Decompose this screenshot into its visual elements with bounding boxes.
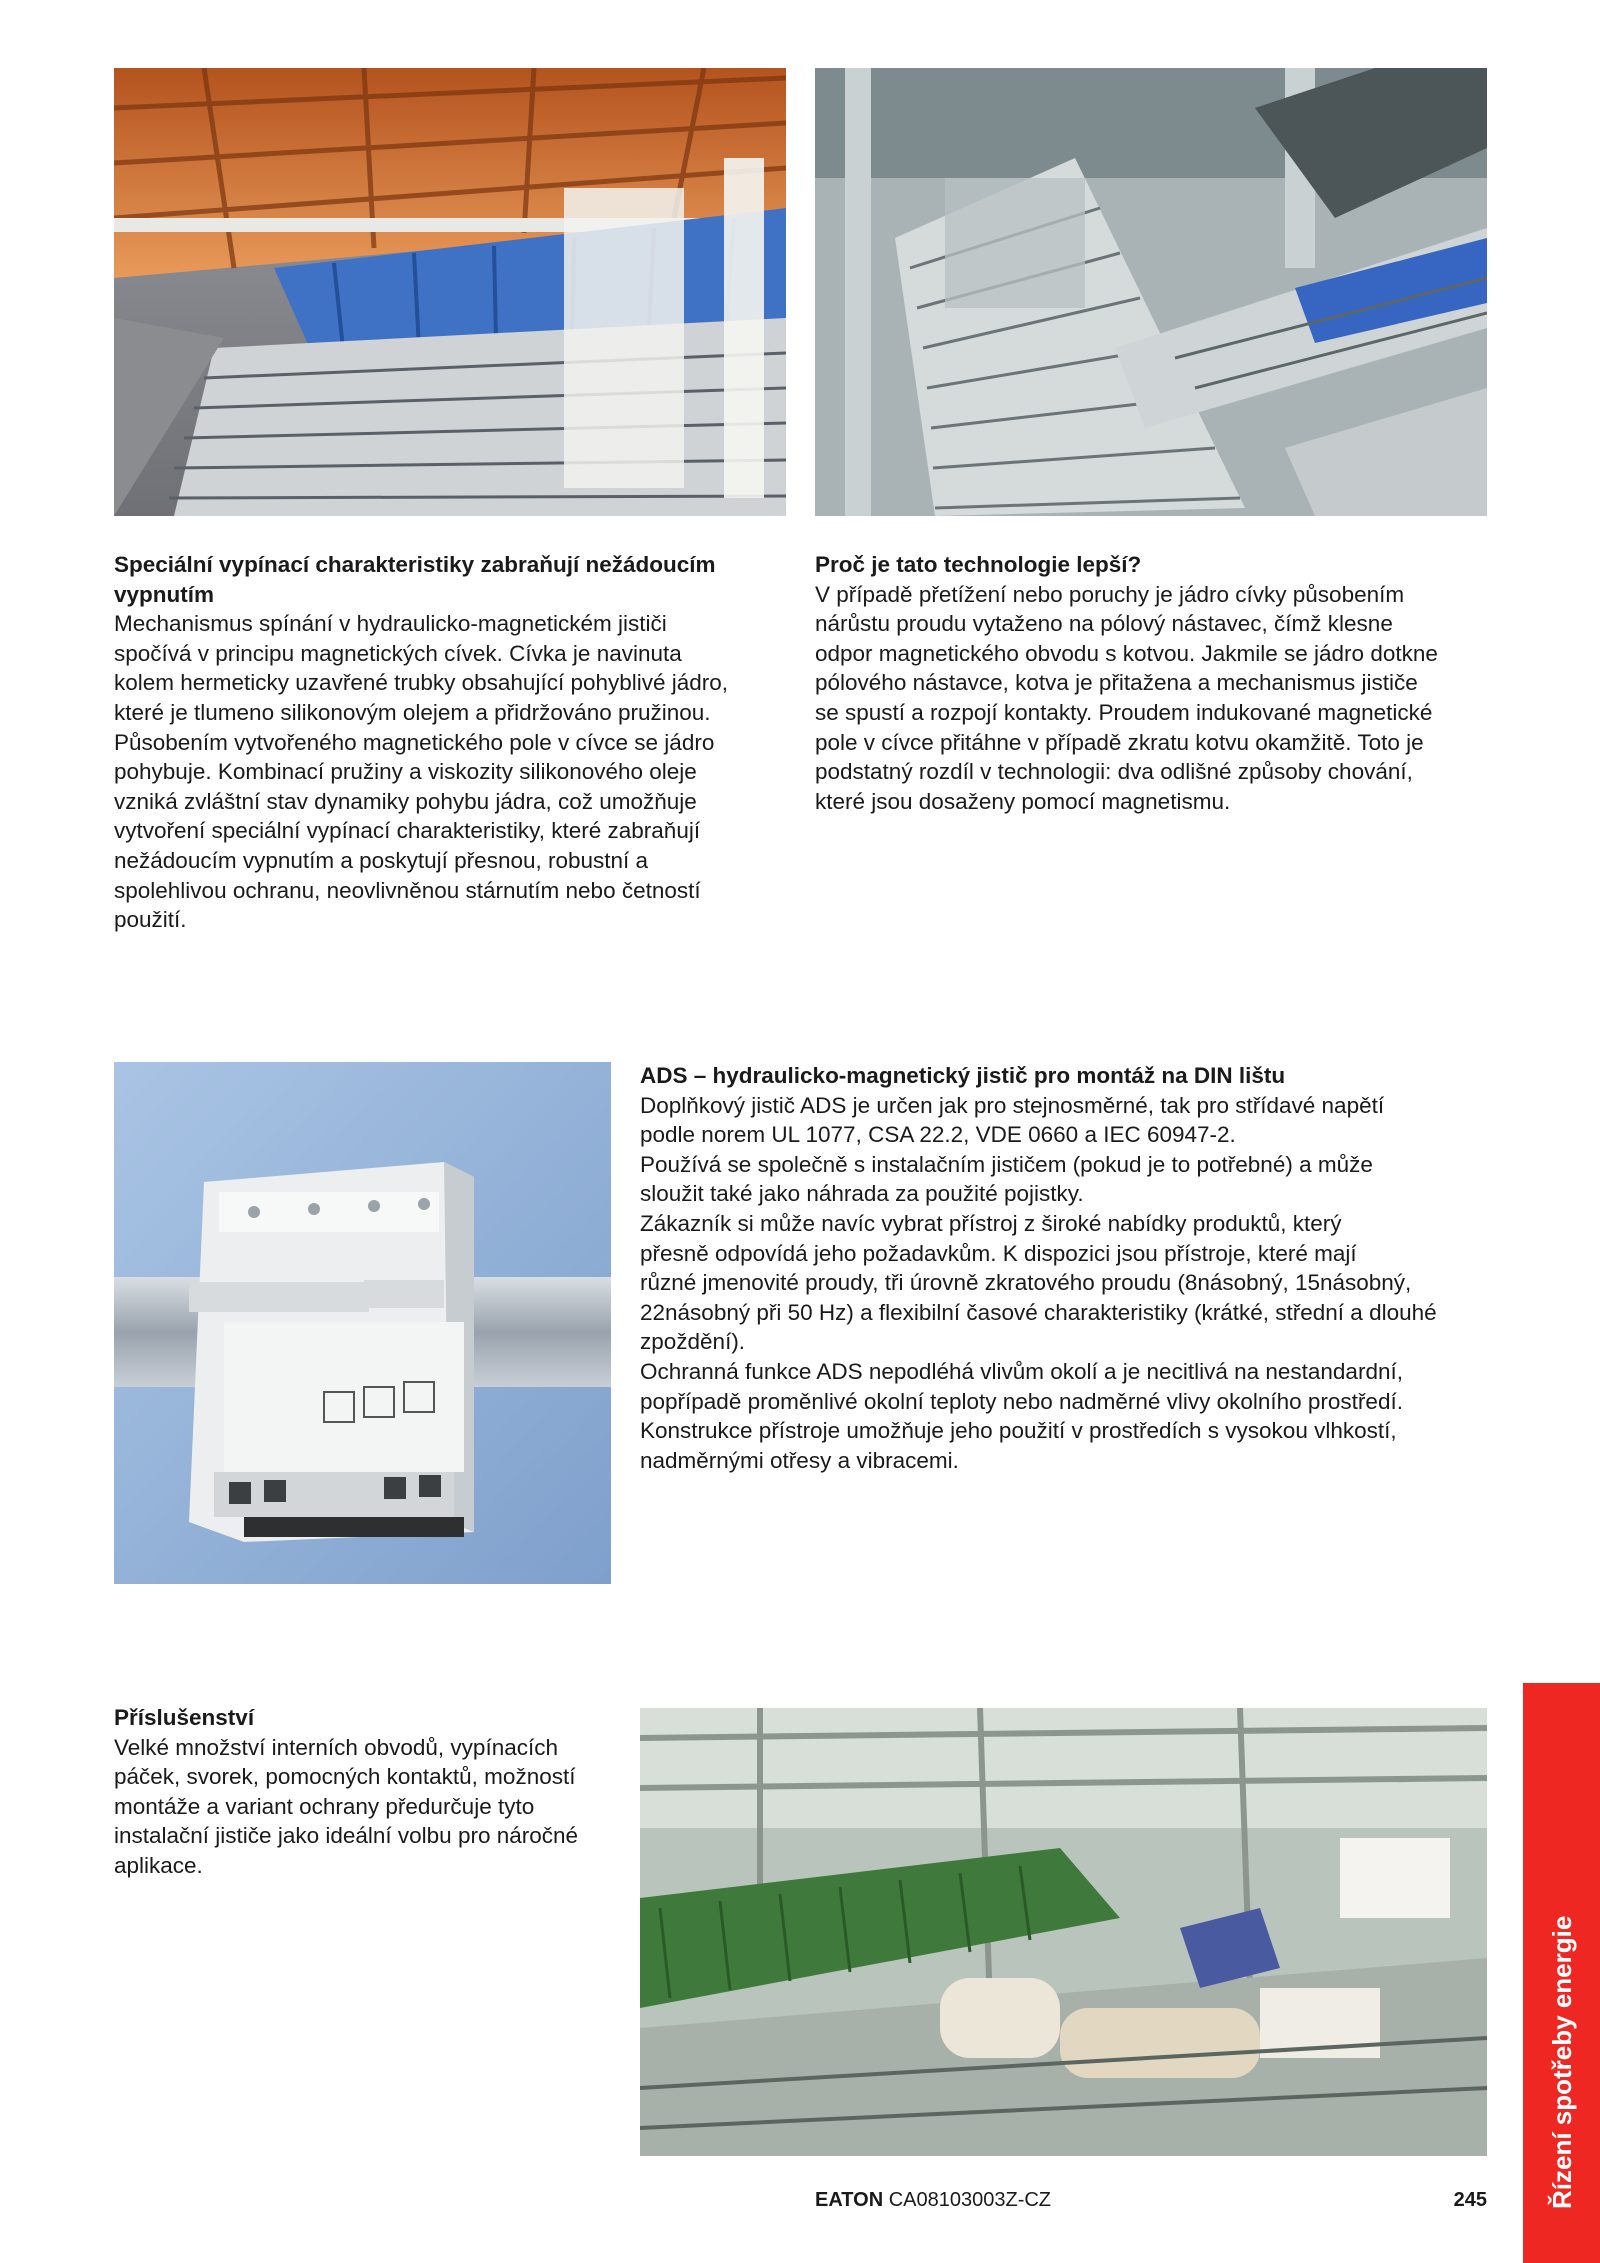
page-number: 245 xyxy=(1453,2189,1487,2211)
section-heading: Speciální vypínací charakteristiky zabraňují nežádoucím vypnutím xyxy=(114,552,716,607)
footer-brand: EATON xyxy=(815,2189,884,2211)
section-body: V případě přetížení nebo poruchy je jádro cívky působením nárůstu proudu vytaženo na pólový nástavec, čímž klesne odpor magnetického obvodu s kotvou. Jakmile se jádro dotkne pólového nástavce, kotva je přitažena a mechanismus jističe se spustí a rozpojí kontakty. Proudem indukované magnetické pole v cívce přitáhne v případě zkratu kotvu okamžitě. Toto je podstatný rozdíl v technologii: dva odlišné způsoby chování, které jsou dosaženy pomocí magnetismu. xyxy=(815,581,1438,814)
section-heading: ADS – hydraulicko-magnetický jistič pro montáž na DIN lištu xyxy=(640,1063,1286,1088)
accessories-section xyxy=(114,1703,611,1881)
why-better-section xyxy=(815,550,1487,816)
chapter-side-tab xyxy=(1523,1683,1600,2263)
din-rail-breaker-photo xyxy=(114,1062,611,1584)
factory-hall-photo xyxy=(114,68,786,516)
ads-breaker-section xyxy=(640,1061,1487,1475)
special-trip-characteristics-section xyxy=(114,550,786,935)
bottling-line-photo xyxy=(640,1708,1487,2156)
section-body: Velké množství interních obvodů, vypínacích páček, svorek, pomocných kontaktů, možností montáže a variant ochrany předurčuje tyto instalační jističe jako ideální volbu pro náročné aplikace. xyxy=(114,1734,579,1878)
page-footer xyxy=(815,2187,1051,2213)
roller-conveyor-photo xyxy=(815,68,1487,516)
section-body: Doplňkový jistič ADS je určen jak pro stejnosměrné, tak pro střídavé napětí podle norem UL 1077, CSA 22.2, VDE 0660 a IEC 60947-2. Používá se společně s instalačním jističem (pokud je to potřebné) a může sloužit také jako náhrada za použité pojistky. Zákazník si může navíc vybrat přístroj z široké nabídky produktů, který přesně odpovídá jeho požadavkům. K dispozici jsou přístroje, které mají různé jmenovité proudy, tři úrovně zkratového proudu (8násobný, 15násobný, 22násobný při 50 Hz) a flexibilní časové charakteristiky (krátké, střední a dlouhé zpoždění). Ochranná funkce ADS nepodléhá vlivům okolí a je necitlivá na nestandardní, popřípadě proměnlivé okolní teploty nebo nadměrné vlivy okolního prostředí. Konstrukce přístroje umožňuje jeho použití v prostředích s vysokou vlhkostí, nadměrnými otřesy a vibracemi. xyxy=(640,1092,1437,1473)
section-heading: Příslušenství xyxy=(114,1705,255,1730)
section-body: Mechanismus spínání v hydraulicko-magnetickém jističi spočívá v principu magnetických cívek. Cívka je navinuta kolem hermeticky uzavřené trubky obsahující pohyblivé jádro, které je tlumeno silikonovým olejem a přidržováno pružinou. Působením vytvořeného magnetického pole v cívce se jádro pohybuje. Kombinací pružiny a viskozity silikonového oleje vzniká zvláštní stav dynamiky pohybu jádra, což umožňuje vytvoření speciální vypínací charakteristiky, které zabraňují nežádoucím vypnutím a poskytují přesnou, robustní a spolehlivou ochranu, neovlivněnou stárnutím nebo četností použití. xyxy=(114,611,729,933)
chapter-side-tab-label: Řízení spotřeby energie xyxy=(1546,1915,1577,2209)
section-heading: Proč je tato technologie lepší? xyxy=(815,552,1142,577)
footer-catalog-number: CA08103003Z-CZ xyxy=(888,2189,1052,2211)
